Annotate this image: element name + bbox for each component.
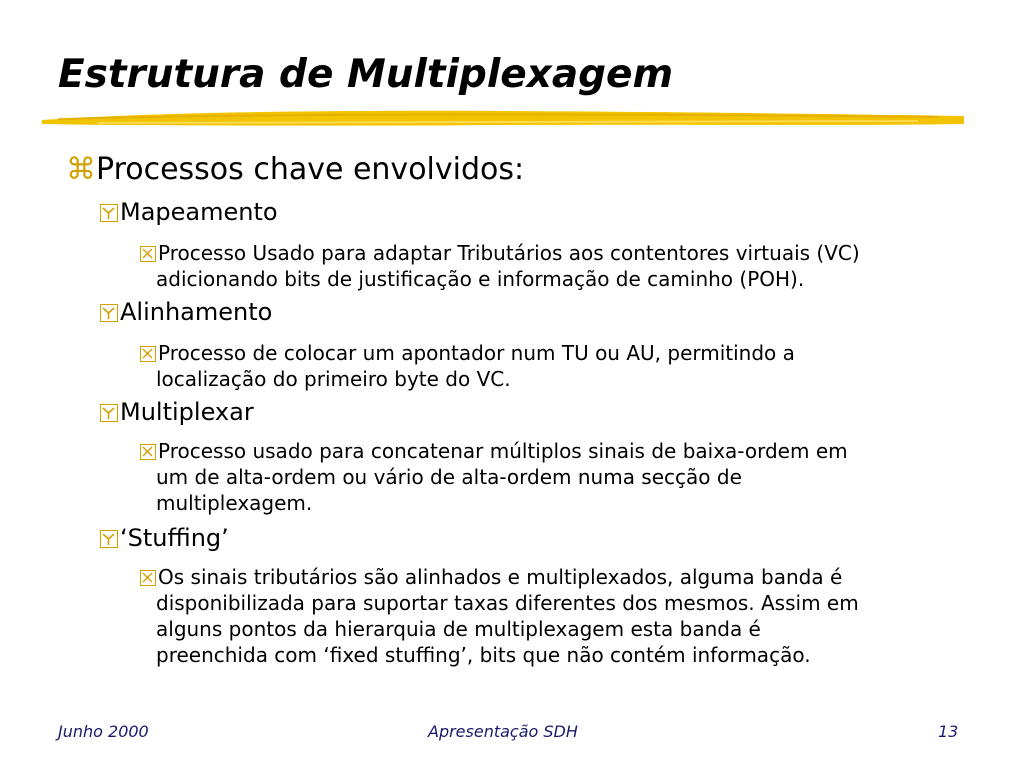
command-key-icon: ⌘ bbox=[66, 152, 96, 187]
checked-box-icon bbox=[100, 404, 118, 422]
detail-text: localização do primeiro byte do VC. bbox=[156, 367, 511, 391]
section-heading-text: Mapeamento bbox=[120, 198, 278, 226]
detail-text: disponibilizada para suportar taxas diferentes dos mesmos. Assim em bbox=[156, 591, 859, 615]
detail-text: Processo usado para concatenar múltiplos sinais de baixa-ordem em bbox=[158, 439, 848, 463]
crossed-box-icon bbox=[140, 570, 156, 586]
footer-date: Junho 2000 bbox=[58, 722, 149, 741]
detail-text: Processo de colocar um apontador num TU ou AU, permitindo a bbox=[158, 341, 795, 365]
section-heading-mapeamento bbox=[100, 198, 278, 226]
level1-text: Processos chave envolvidos: bbox=[96, 152, 525, 187]
detail-text: Processo Usado para adaptar Tributários aos contentores virtuais (VC) bbox=[158, 241, 860, 265]
section-heading-stuffing bbox=[100, 524, 229, 552]
level1-bullet bbox=[66, 152, 524, 187]
detail-text: alguns pontos da hierarquia de multiplexagem esta banda é bbox=[156, 617, 761, 641]
detail-text: adicionando bits de justificação e informação de caminho (POH). bbox=[156, 267, 805, 291]
section-detail-alinhamento bbox=[140, 340, 960, 392]
section-heading-multiplexar bbox=[100, 398, 254, 426]
footer-page-number: 13 bbox=[938, 722, 959, 741]
detail-text: preenchida com ‘fixed stuffing’, bits que não contém informação. bbox=[156, 643, 811, 667]
checked-box-icon bbox=[100, 304, 118, 322]
checked-box-icon bbox=[100, 204, 118, 222]
section-heading-text: Multiplexar bbox=[120, 398, 254, 426]
crossed-box-icon bbox=[140, 246, 156, 262]
section-detail-stuffing bbox=[140, 564, 960, 668]
title-underline-brush bbox=[38, 104, 968, 130]
slide-title: Estrutura de Multiplexagem bbox=[58, 52, 674, 97]
detail-text: multiplexagem. bbox=[156, 491, 313, 515]
section-heading-text: ‘Stuffing’ bbox=[120, 524, 229, 552]
section-heading-alinhamento bbox=[100, 298, 272, 326]
crossed-box-icon bbox=[140, 444, 156, 460]
detail-text: um de alta-ordem ou vário de alta-ordem numa secção de bbox=[156, 465, 742, 489]
detail-text: Os sinais tributários são alinhados e multiplexados, alguma banda é bbox=[158, 565, 843, 589]
section-detail-mapeamento bbox=[140, 240, 960, 292]
section-detail-multiplexar bbox=[140, 438, 960, 516]
footer-presentation-title: Apresentação SDH bbox=[428, 722, 578, 741]
checked-box-icon bbox=[100, 530, 118, 548]
crossed-box-icon bbox=[140, 346, 156, 362]
section-heading-text: Alinhamento bbox=[120, 298, 273, 326]
